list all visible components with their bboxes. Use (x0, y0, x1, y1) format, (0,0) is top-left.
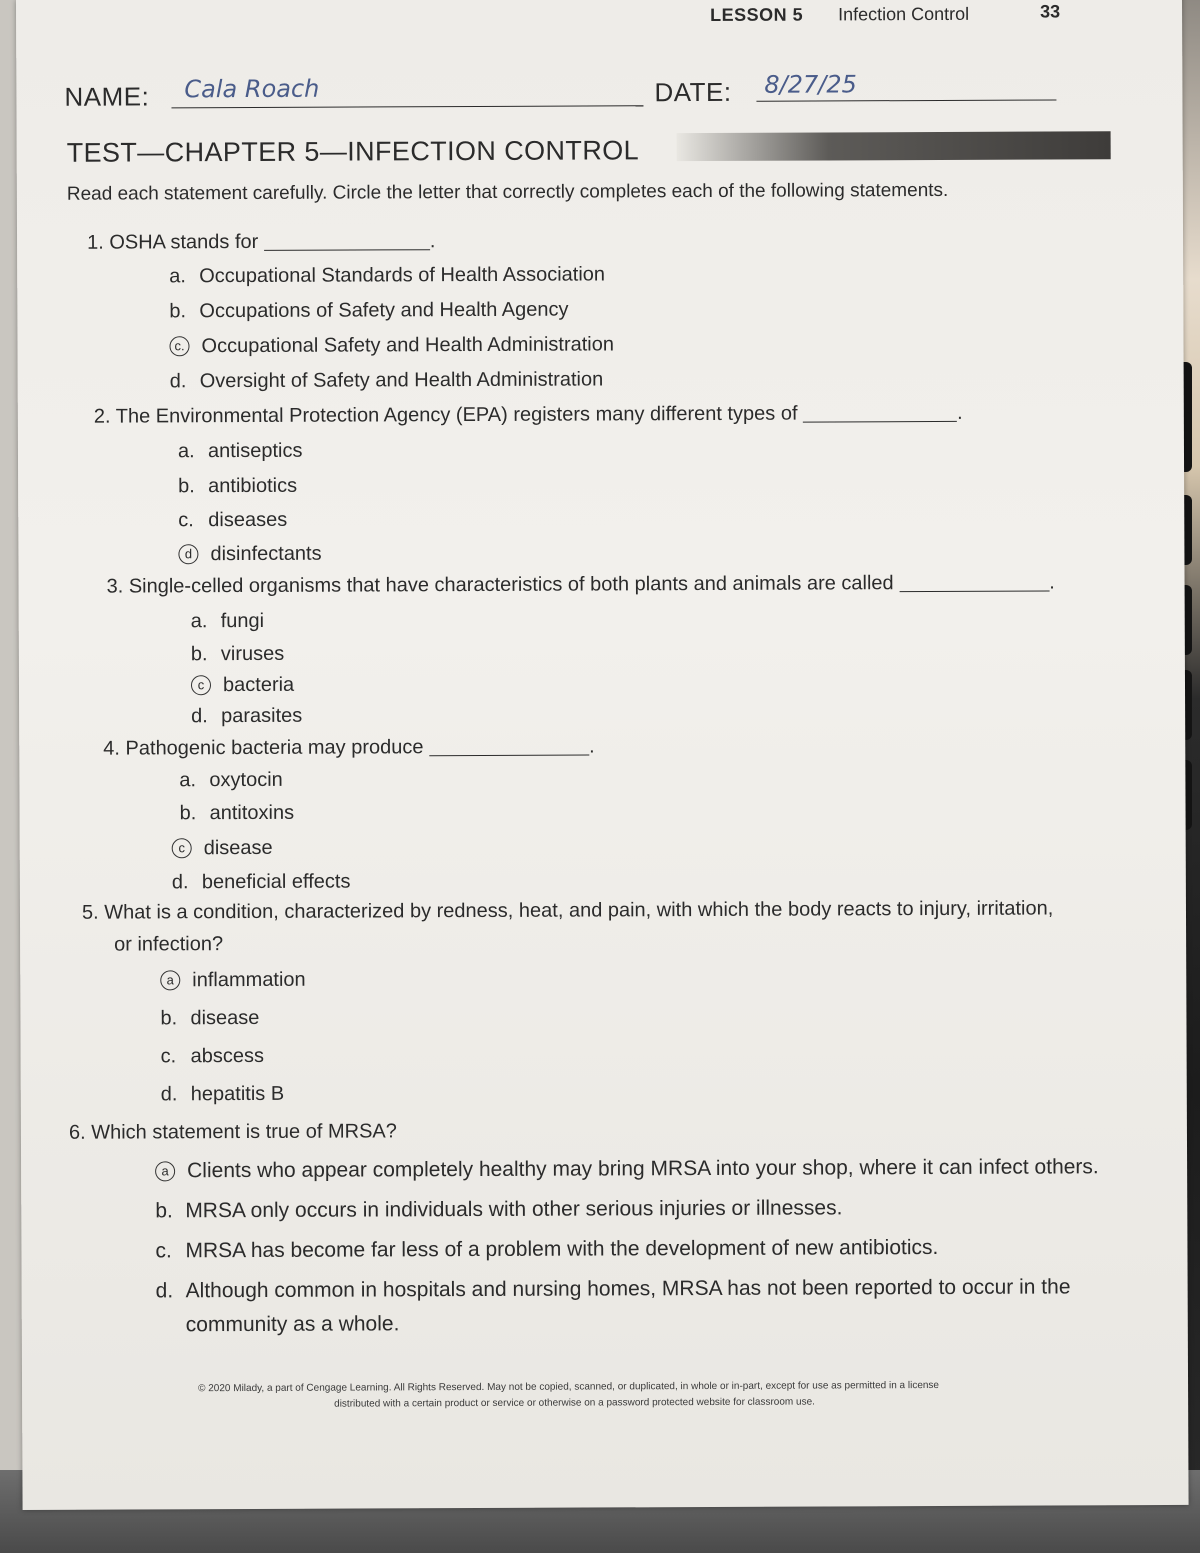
question-5: 5. What is a condition, characterized by redness, heat, and pain, with which the body reacts to injury, irritation, (81, 897, 1054, 924)
lesson-label: LESSON 5 (710, 4, 804, 25)
option-2d: d disinfectants (178, 543, 321, 567)
instructions: Read each statement carefully. Circle the letter that correctly completes each of the following statements. (66, 179, 949, 205)
question-1: 1. OSHA stands for . (87, 230, 436, 254)
circled-answer: a (155, 1161, 175, 1181)
option-3a: a. fungi (190, 609, 265, 633)
answer-blank (264, 249, 430, 251)
question-2: 2. The Environmental Protection Agency (EPA) registers many different types of . (93, 401, 963, 428)
title-bar (677, 131, 1111, 161)
copyright-line-1: © 2020 Milady, a part of Cengage Learning. All Rights Reserved. May not be copied, scanned, or duplicated, in whole or in-part, except for use as permitted in a license (198, 1379, 940, 1395)
circled-answer: a (160, 970, 180, 990)
answer-blank (429, 755, 589, 757)
date-label: DATE: (654, 76, 732, 108)
answer-blank (803, 421, 957, 423)
option-4a: a. oxytocin (179, 768, 283, 792)
date-line (756, 99, 1056, 101)
worksheet-page (16, 0, 1189, 1510)
option-6d: d. Although common in hospitals and nursing homes, MRSA has not been reported to occur in the (155, 1275, 1071, 1303)
answer-blank (899, 590, 1049, 592)
question-6: 6. Which statement is true of MRSA? (68, 1120, 397, 1144)
date-value: 8/27/25 (764, 70, 857, 99)
option-4b: b. antitoxins (179, 801, 295, 825)
option-4c: c disease (172, 837, 273, 860)
lesson-subject: Infection Control (838, 3, 970, 25)
question-5-continued: or infection? (114, 933, 224, 956)
option-4d: d. beneficial effects (171, 870, 351, 894)
question-3: 3. Single-celled organisms that have characteristics of both plants and animals are called . (106, 571, 1055, 598)
option-1d: d. Oversight of Safety and Health Administration (169, 368, 604, 393)
option-5b: b. disease (160, 1006, 260, 1030)
page-number: 33 (1040, 1, 1061, 22)
circled-answer: d (178, 544, 198, 564)
circled-answer: c. (169, 336, 189, 356)
option-2c: c. diseases (178, 508, 288, 532)
name-label: NAME: (64, 81, 150, 112)
option-5d: d. hepatitis B (160, 1082, 285, 1106)
circled-answer: c (172, 838, 192, 858)
test-title: TEST—CHAPTER 5—INFECTION CONTROL (66, 135, 640, 168)
option-3d: d. parasites (191, 704, 303, 728)
option-6c: c. MRSA has become far less of a problem with the development of new antibiotics. (155, 1235, 939, 1263)
option-1b: b. Occupations of Safety and Health Agency (169, 298, 569, 323)
option-3c: c bacteria (191, 674, 294, 697)
option-5c: c. abscess (160, 1044, 265, 1068)
name-value: Cala Roach (184, 74, 320, 104)
option-5a: a inflammation (160, 969, 305, 993)
option-6b: b. MRSA only occurs in individuals with other serious injuries or illnesses. (155, 1196, 843, 1223)
option-6d-continued: community as a whole. (185, 1312, 400, 1337)
option-1a: a. Occupational Standards of Health Association (169, 263, 606, 288)
copyright-line-2: distributed with a certain product or service or otherwise on a password protected website for classroom use. (334, 1396, 815, 1410)
circled-answer: c (191, 675, 211, 695)
option-1c: c. Occupational Safety and Health Administration (169, 333, 614, 358)
option-2a: a. antiseptics (177, 439, 303, 463)
question-4: 4. Pathogenic bacteria may produce . (103, 735, 595, 760)
option-2b: b. antibiotics (178, 474, 298, 498)
option-3b: b. viruses (190, 642, 285, 666)
option-6a: a Clients who appear completely healthy may bring MRSA into your shop, where it can infect others. (155, 1155, 1099, 1183)
name-line (171, 105, 643, 108)
